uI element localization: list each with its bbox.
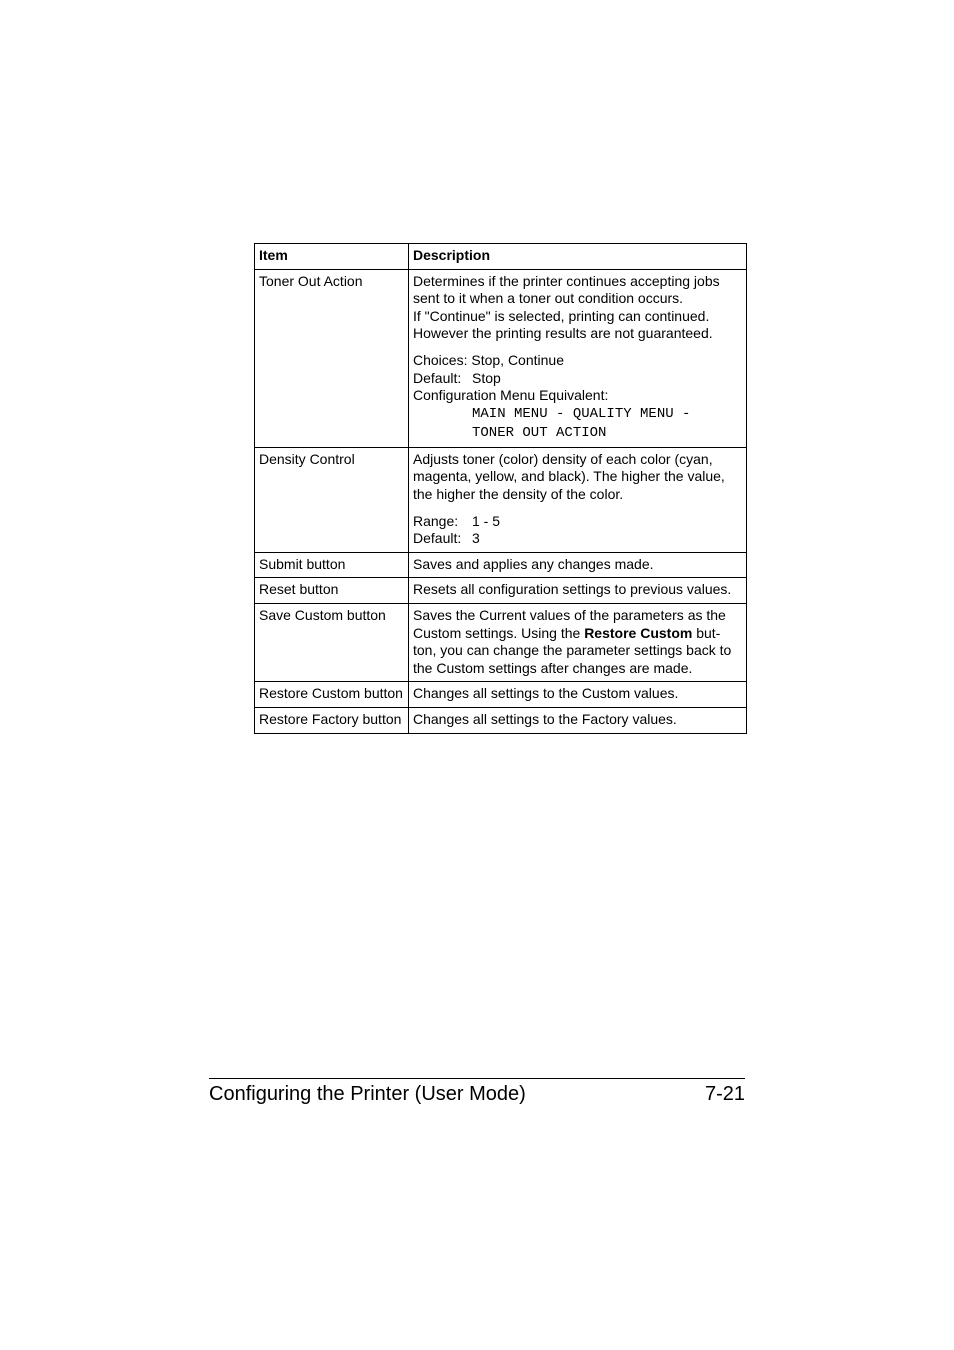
range-value: 1 - 5: [472, 512, 501, 529]
menu-equivalent-label: Configuration Menu Equivalent:: [413, 387, 609, 404]
menu-path-line: TONER OUT ACTION: [472, 424, 607, 441]
table-row: [255, 578, 747, 604]
table-row: [255, 682, 747, 708]
range-line: [413, 513, 742, 531]
description-cell: Changes all settings to the Custom values.: [409, 682, 747, 708]
item-cell: Toner Out Action: [255, 269, 409, 447]
range-label: Range:: [413, 512, 459, 529]
description-cell: Saves and applies any changes made.: [409, 552, 747, 578]
default-value: Stop: [472, 369, 501, 386]
description-text: Saves the Current values of the parameters as the Custom settings. Using the: [413, 606, 726, 641]
table-header-row: [255, 244, 747, 270]
description-cell: Resets all configuration settings to previous values.: [409, 578, 747, 604]
settings-table: [254, 243, 747, 734]
column-header-description: Description: [409, 244, 747, 270]
menu-path-line: MAIN MENU - QUALITY MENU -: [472, 405, 691, 422]
table-row: [255, 552, 747, 578]
description-text: but-ton, you can change the parameter settings back to the Custom settings after changes are made.: [413, 624, 732, 676]
description-cell: [409, 603, 747, 681]
choices-text: Choices: Stop, Continue: [413, 351, 564, 368]
footer-page-number: 7-21: [704, 1083, 745, 1105]
item-cell: Restore Custom button: [255, 682, 409, 708]
table-row: [255, 603, 747, 681]
default-line: [413, 530, 742, 548]
table-row: [255, 269, 747, 447]
description-cell: [409, 447, 747, 552]
table-row: [255, 447, 747, 552]
item-cell: Density Control: [255, 447, 409, 552]
table-row: [255, 707, 747, 733]
description-cell: [409, 269, 747, 447]
restore-custom-emphasis: Restore Custom: [584, 624, 693, 641]
item-cell: Restore Factory button: [255, 707, 409, 733]
column-header-item: Item: [255, 244, 409, 270]
item-cell: Save Custom button: [255, 603, 409, 681]
description-cell: Changes all settings to the Factory values.: [409, 707, 747, 733]
default-label: Default:: [413, 530, 462, 547]
default-value: 3: [472, 530, 480, 547]
item-cell: Reset button: [255, 578, 409, 604]
default-line: [413, 370, 742, 388]
description-text: Adjusts toner (color) density of each color (cyan, magenta, yellow, and black). The higher the value, the higher the density of the color.: [413, 450, 725, 502]
footer-chapter-title: Configuring the Printer (User Mode): [209, 1083, 526, 1105]
description-text: Determines if the printer continues accepting jobs sent to it when a toner out condition occurs.: [413, 272, 720, 307]
item-cell: Submit button: [255, 552, 409, 578]
default-label: Default:: [413, 369, 462, 386]
description-text: If "Continue" is selected, printing can continued. However the printing results are not guaranteed.: [413, 307, 713, 342]
footer-divider: [209, 1078, 745, 1079]
